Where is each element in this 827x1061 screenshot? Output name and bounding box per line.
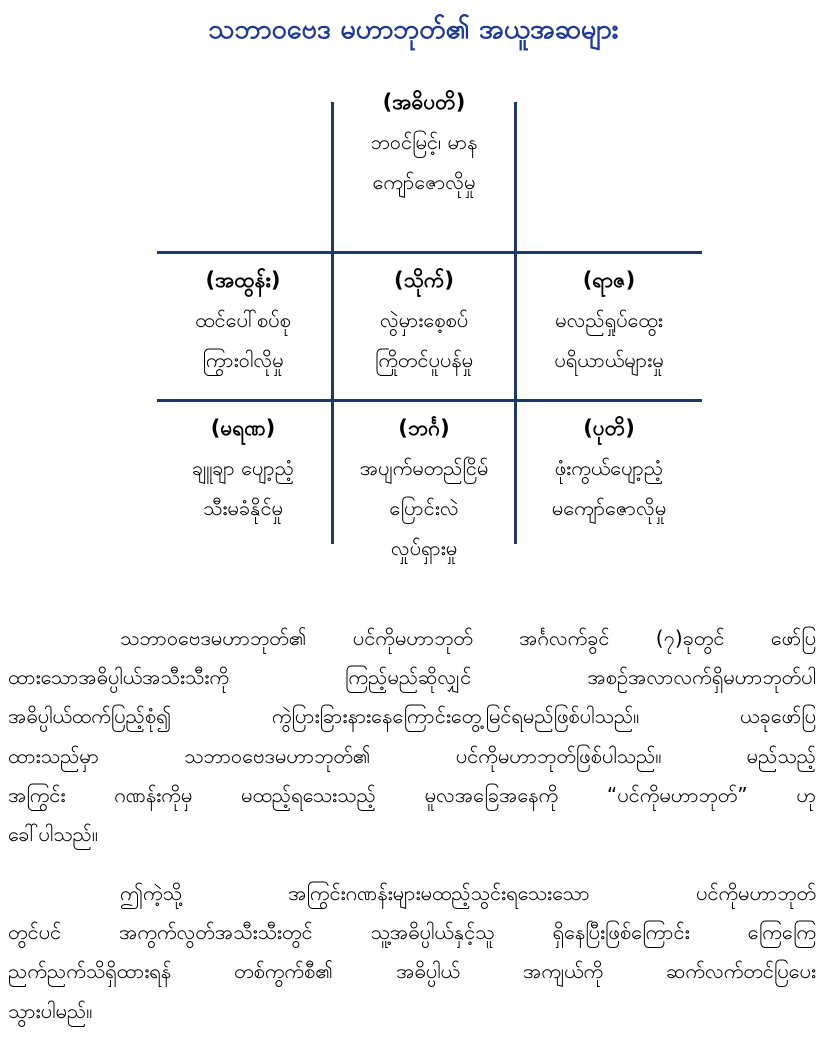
cell-title: (ပုတိ) — [583, 416, 635, 440]
cell-line: ထင်ပေါ်စပ်စု — [195, 308, 291, 332]
paragraph-line: ဤကဲ့သို့ အကြွင်းဂဏန်းများမထည့်သွင်းရသေးသော ပင်ကိုမဟာဘုတ် — [120, 881, 816, 905]
grid-cell-bottom-center — [336, 408, 512, 568]
paragraph-line: တွင်ပင် အကွက်လွတ်အသီးသီးတွင် သူ့အဓိပ္ပါယ်နှင့်သူ ရှိနေပြီးဖြစ်ကြောင်း ကြေကြေ — [8, 920, 816, 945]
paragraph-line: ညက်ညက်သိရှိထားရန် တစ်ကွက်စီ၏ အဓိပ္ပါယ် အကျယ်ကို ဆက်လက်တင်ပြပေး — [8, 959, 816, 984]
paragraph-2 — [8, 874, 816, 1031]
cell-line: လှုပ်ရှားမှု — [390, 536, 458, 560]
cell-title: (ဘင်္ဂ) — [398, 416, 450, 440]
paragraph-line: သွားပါမည်။ — [8, 998, 93, 1023]
grid-cell-top-center — [336, 82, 512, 202]
cell-line: အပျက်မတည်ငြိမ် — [359, 456, 489, 480]
cell-line: ကြိုတင်ပူပန်မှု — [374, 348, 474, 372]
paragraph-line: ထားသည်မှာ သဘာဝဗေဒမဟာဘုတ်၏ ပင်ကိုမဟာဘုတ်ဖြစ်ပါသည်။ မည်သည့် — [8, 743, 816, 768]
cell-line: သီးမခံနိုင်မှု — [203, 496, 283, 520]
grid-cell-middle-left — [155, 260, 331, 380]
cell-line: ကြွားဝါလိုမှု — [202, 348, 284, 372]
cell-title: (ရာဇ) — [582, 268, 636, 292]
cell-line: ဖုံးကွယ်ပျော့ညံ့ — [554, 456, 664, 480]
grid-vertical-line-left — [331, 102, 334, 544]
cell-line: ချူချာ ပျော့ညံ့ — [191, 456, 295, 480]
paragraph-line: ခေါ်ပါသည်။ — [8, 821, 98, 846]
cell-line: မကျော်ဇောလိုမှု — [551, 496, 667, 520]
grid-cell-middle-center — [336, 260, 512, 380]
grid-horizontal-line-bottom — [157, 399, 702, 402]
cell-title: (သိုက်) — [393, 268, 455, 292]
grid-vertical-line-right — [514, 102, 517, 544]
page-title: သဘာဝဗေဒ မဟာဘုတ်၏ အယူအဆများ — [208, 14, 619, 45]
grid-cell-bottom-right — [521, 408, 697, 528]
cell-line: လွဲမှားစေ့စပ် — [379, 308, 469, 332]
cell-line: ပြောင်းလဲ — [389, 496, 459, 520]
paragraph-line: အကြွင်း ဂဏန်းကိုမှ မထည့်ရသေးသည့် မူလအခြေအနေကို “ပင်ကိုမဟာဘုတ်” ဟု — [8, 782, 816, 807]
cell-title: (မရဏ) — [210, 416, 276, 440]
cell-line: မလည်ရှုပ်ထွေး — [555, 308, 663, 332]
paragraph-line: ထားသောအဓိပ္ပါယ်အသီးသီးကို ကြည့်မည်ဆိုလျှင် အစဉ်အလာလက်ရှိမဟာဘုတ်ပါ — [8, 665, 816, 690]
paragraph-line: အဓိပ္ပါယ်ထက်ပြည့်စုံ၍ ကွဲပြားခြားနားနေကြောင်းတွေ့မြင်ရမည်ဖြစ်ပါသည်။ ယခုဖော်ပြ — [8, 704, 816, 729]
grid-cell-middle-right — [521, 260, 697, 380]
grid-horizontal-line-top — [157, 251, 702, 254]
cell-line: ဘဝင်မြင့်၊ မာန — [370, 130, 478, 154]
paragraph-1 — [8, 619, 816, 854]
paragraph-line: သဘာဝဗေဒမဟာဘုတ်၏ ပင်ကိုမဟာဘုတ် အင်္ဂလက်ခွင် (၇)ခုတွင် ဖော်ပြ — [120, 626, 816, 650]
cell-title: (အထွန်း) — [205, 268, 281, 292]
grid-cell-bottom-left — [155, 408, 331, 528]
cell-line: ပရိယာယ်များမှု — [554, 348, 664, 372]
cell-title: (အဓိပတိ) — [382, 90, 466, 114]
cell-line: ကျော်ဇောလိုမှု — [372, 170, 476, 194]
